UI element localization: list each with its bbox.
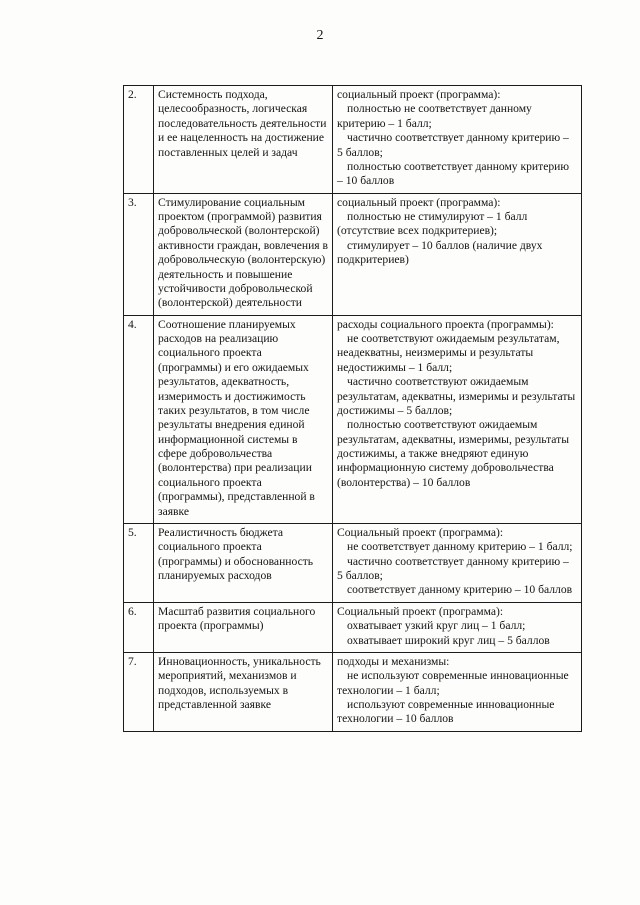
scoring-line: частично соответствует данному критерию – 5 баллов; (337, 554, 569, 582)
scoring-line: полностью не стимулируют – 1 балл (отсутствие всех подкритериев); (337, 210, 528, 238)
row-number-cell: 2. (124, 86, 154, 194)
scoring-line: Социальный проект (программа): (337, 525, 504, 539)
scoring-line: частично соответствует данному критерию – 5 баллов; (337, 131, 569, 159)
scoring-line: используют современные инновационные технологии – 10 баллов (337, 698, 555, 726)
scoring-line: охватывает узкий круг лиц – 1 балл; (347, 619, 526, 633)
criteria-table (123, 85, 582, 732)
row-number-cell: 5. (124, 523, 154, 602)
scoring-line: Социальный проект (программа): (337, 604, 504, 618)
scoring-cell (333, 602, 582, 652)
table-row (124, 86, 582, 194)
scoring-line: полностью не соответствует данному критерию – 1 балл; (337, 102, 532, 130)
scoring-line: соответствует данному критерию – 10 баллов (347, 583, 573, 597)
scoring-line: охватывает широкий круг лиц – 5 баллов (347, 633, 550, 647)
scoring-cell (333, 86, 582, 194)
row-number-cell: 7. (124, 652, 154, 731)
criterion-cell: Масштаб развития социального проекта (программы) (154, 602, 333, 652)
scoring-cell (333, 652, 582, 731)
scoring-line: социальный проект (программа): (337, 195, 501, 209)
scoring-line: расходы социального проекта (программы): (337, 317, 554, 331)
page-number: 2 (316, 28, 324, 43)
scoring-line: полностью соответствует данному критерию – 10 баллов (337, 159, 570, 188)
scoring-cell (333, 193, 582, 315)
criterion-cell: Реалистичность бюджета социального проекта (программы) и обоснованность планируемых расходов (154, 523, 333, 602)
criterion-cell: Стимулирование социальным проектом (программой) развития добровольческой (волонтерской) активности граждан, вовлечения в добровольческую (волонтерскую) деятельность и повышение устойчивости добровольческой (волонтерской) деятельности (154, 193, 333, 315)
table-row (124, 523, 582, 602)
criterion-cell: Соотношение планируемых расходов на реализацию социального проекта (программы) и его ожидаемых результатов, адекватность, измеримость и достижимость таких результатов, в том числе результаты внедрения единой информационной системы в сфере добровольчества (волонтерства) при реализации социального проекта (программы), представленной в заявке (154, 315, 333, 523)
scoring-line: не используют современные инновационные технологии – 1 балл; (337, 669, 569, 697)
scoring-line: не соответствует данному критерию – 1 балл; (347, 540, 573, 554)
table-row (124, 602, 582, 652)
row-number-cell: 3. (124, 193, 154, 315)
table-row (124, 315, 582, 523)
table-row (124, 193, 582, 315)
scoring-line: не соответствуют ожидаемым результатам, неадекватны, неизмеримы и результаты недостижимы – 1 балл; (337, 332, 560, 374)
criterion-cell: Инновационность, уникальность мероприятий, механизмов и подходов, используемых в представленной заявке (154, 652, 333, 731)
row-number-cell: 4. (124, 315, 154, 523)
criterion-cell: Системность подхода, целесообразность, логическая последовательность деятельности и ее нацеленность на достижение поставленных целей и задач (154, 86, 333, 194)
scoring-cell (333, 315, 582, 523)
scoring-line: социальный проект (программа): (337, 88, 501, 101)
scoring-line: частично соответствуют ожидаемым результатам, адекватны, измеримы и результаты достижимы – 5 баллов; (337, 375, 576, 417)
scoring-cell (333, 523, 582, 602)
scoring-line: подходы и механизмы: (337, 654, 450, 668)
scoring-line: полностью соответствуют ожидаемым результатам, адекватны, измеримы, результаты достижимы, а также внедряют единую информационную систему добровольчества (волонтерства) – 10 баллов (337, 418, 570, 489)
scoring-line: стимулирует – 10 баллов (наличие двух подкритериев) (337, 238, 543, 267)
row-number-cell: 6. (124, 602, 154, 652)
table-row (124, 652, 582, 731)
